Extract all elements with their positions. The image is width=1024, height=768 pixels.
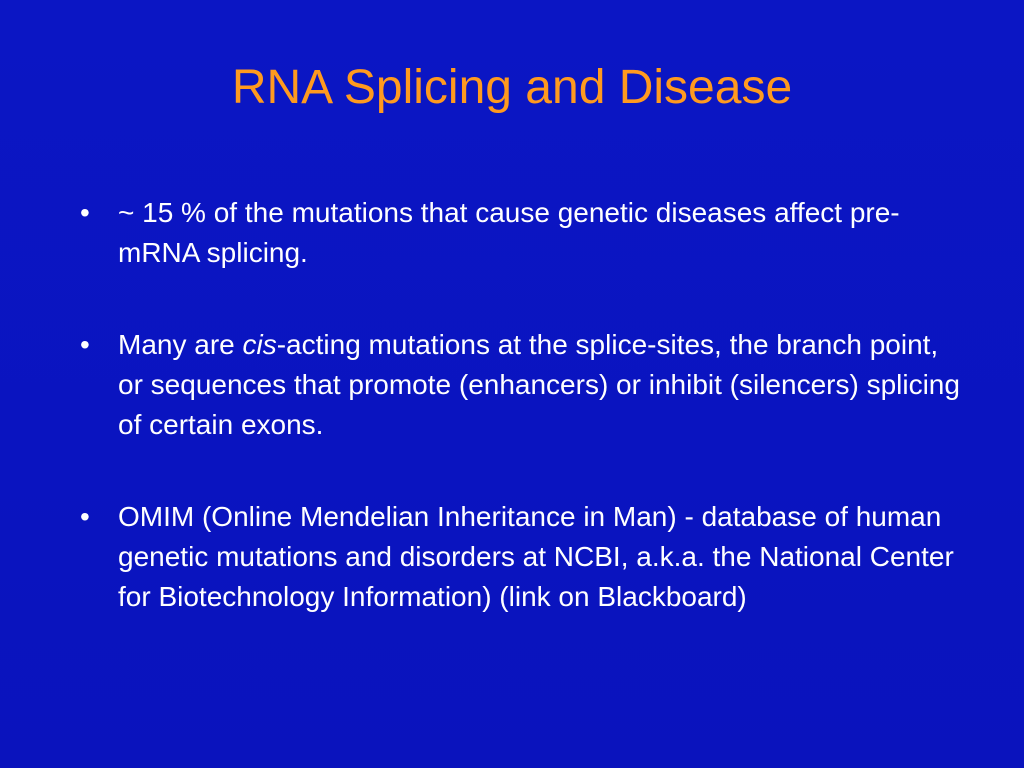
- bullet-item-3: [80, 497, 960, 617]
- bullet-text: OMIM (Online Mendelian Inheritance in Man) - database of human genetic mutations and disorders at NCBI, a.k.a. the National Center for Biotechnology Information) (link on Blackboard): [118, 501, 954, 612]
- bullet-item-2: [80, 325, 960, 445]
- bullet-dot-icon: •: [80, 329, 90, 360]
- bullet-text-suffix: -acting mutations at the splice-sites, the branch point, or sequences that promote (enhancers) or inhibit (silencers) splicing of certain exons.: [118, 329, 960, 440]
- bullet-dot-icon: •: [80, 501, 90, 532]
- slide-title: RNA Splicing and Disease: [231, 61, 793, 114]
- bullet-text-prefix: Many are: [118, 329, 243, 360]
- bullet-list: [80, 193, 960, 617]
- bullet-item-1: [80, 193, 960, 273]
- bullet-text: ~ 15 % of the mutations that cause genetic diseases affect pre-mRNA splicing.: [118, 197, 900, 268]
- bullet-dot-icon: •: [80, 197, 90, 228]
- bullet-italic-term: cis: [242, 329, 277, 360]
